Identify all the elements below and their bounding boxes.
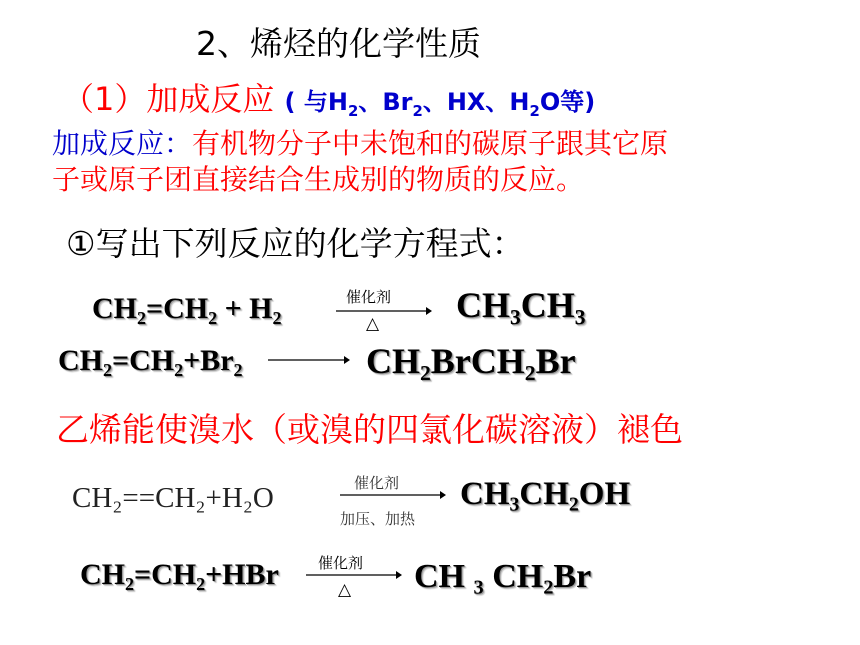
reaction4-condition: △ <box>338 580 352 600</box>
definition-label: 加成反应： <box>52 127 193 160</box>
reaction3-arrow <box>340 489 446 501</box>
reaction2-arrow <box>268 354 350 366</box>
reaction1-condition: △ <box>366 314 380 334</box>
question-prompt: ①写出下列反应的化学方程式： <box>66 224 525 263</box>
reaction1-reactant: CH₂=CH₂ + H₂ <box>92 292 282 325</box>
reaction1-arrow <box>336 305 432 317</box>
section-heading <box>62 74 595 120</box>
reaction3-catalyst: 催化剂 <box>354 474 400 492</box>
reaction4-arrow <box>306 569 402 581</box>
reaction2-product: CH₂BrCH₂Br <box>366 341 576 381</box>
section-label: （1）加成反应 <box>62 80 275 118</box>
page-title: 2、烯烃的化学性质 <box>196 24 481 63</box>
reaction3-product: CH₃CH₂OH <box>460 476 631 512</box>
reaction1-catalyst: 催化剂 <box>346 288 392 306</box>
definition-block <box>52 126 668 198</box>
reaction2-reactant: CH₂=CH₂+Br₂ <box>58 344 243 377</box>
definition-text-2: 子或原子团直接结合生成别的物质的反应。 <box>52 163 585 196</box>
reaction1-product: CH₃CH₃ <box>456 285 586 325</box>
definition-text-1: 有机物分子中未饱和的碳原子跟其它原 <box>192 127 669 160</box>
reaction4-catalyst: 催化剂 <box>318 554 364 572</box>
reaction4-reactant: CH₂=CH₂+HBr <box>80 558 279 591</box>
observation-text: 乙烯能使溴水（或溴的四氯化碳溶液）褪色 <box>56 410 683 449</box>
reaction3-reactant: CH₂==CH₂+H₂O <box>72 482 274 514</box>
reaction3-condition: 加压、加热 <box>340 510 416 528</box>
reaction4-product: CH ₃ CH₂Br <box>414 558 592 595</box>
section-note: ( 与$H_2$、$Br_2$、HX、$H_2O$等) <box>284 88 596 120</box>
